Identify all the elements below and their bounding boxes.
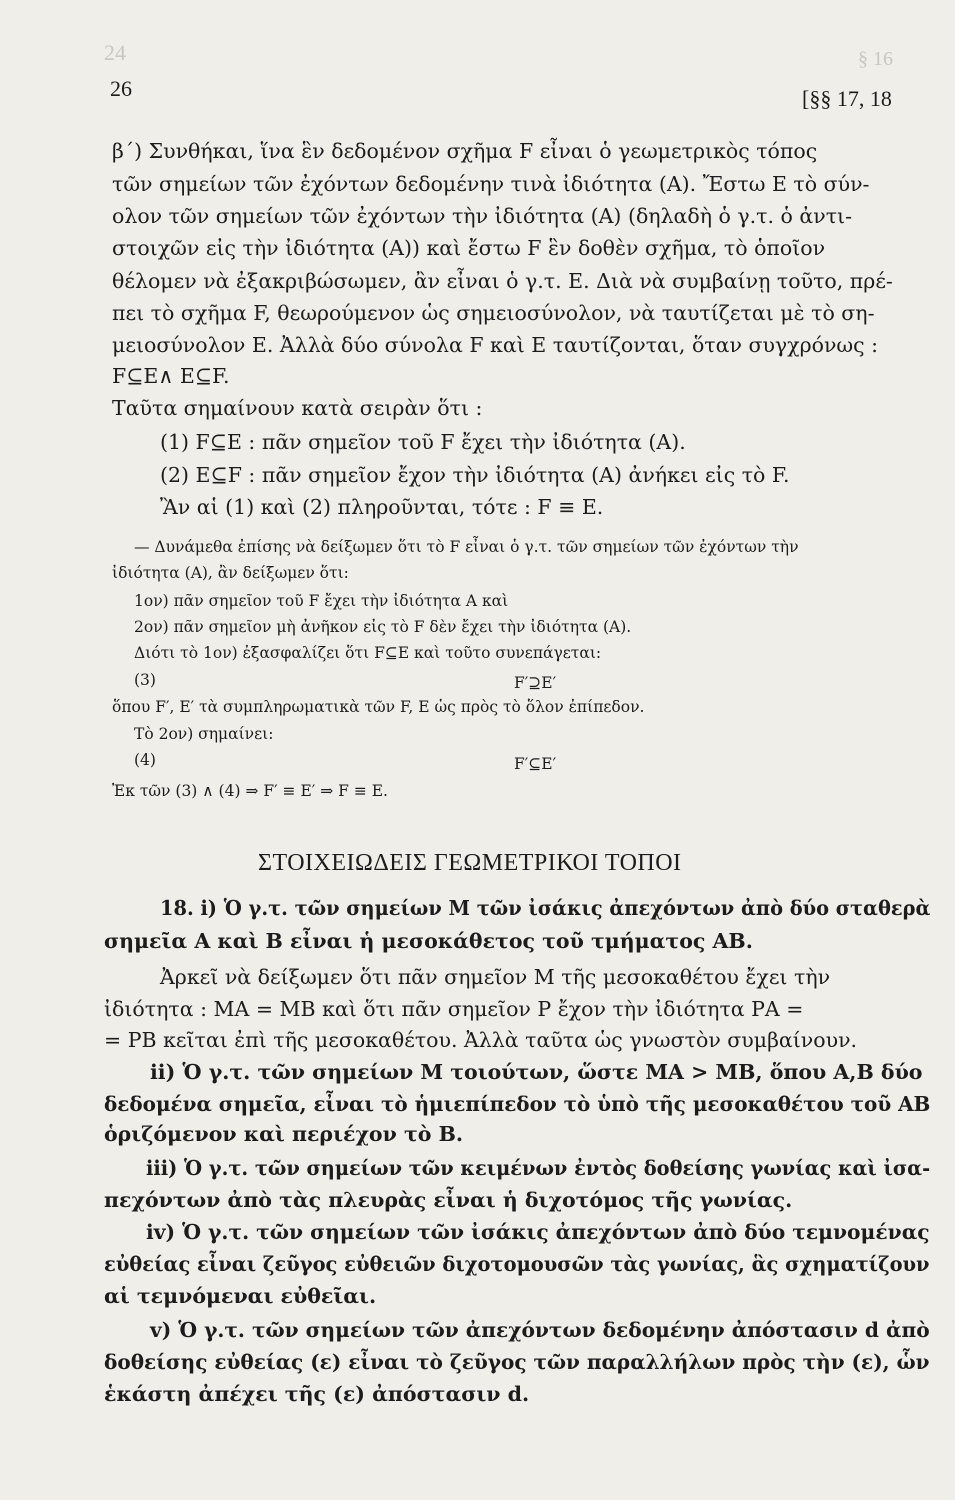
equation-3-label: (3): [134, 671, 156, 689]
s18-iv-line-2: εὐθείας εἶναι ζεῦγος εὐθειῶν διχοτομουσῶν τὰς γωνίας, ἃς σχηματίζουν: [104, 1252, 930, 1276]
s18-v-line-3: ἑκάστη ἀπέχει τῆς (ε) ἀπόστασιν d.: [104, 1382, 530, 1406]
p1-line-4: στοιχῶν εἰς τὴν ἰδιότητα (Α)) καὶ ἔστω F ἓν δοθὲν σχῆμα, τὸ ὁποῖον: [112, 236, 826, 260]
equation-4-label: (4): [134, 751, 156, 769]
s18-ii-line-3: ὁριζόμενον καὶ περιέχον τὸ Β.: [104, 1122, 464, 1146]
item-1: (1) F⊆E : πᾶν σημεῖον τοῦ F ἔχει τὴν ἰδιότητα (Α).: [160, 430, 686, 454]
section-reference: [§§ 17, 18: [802, 86, 892, 111]
remark-line-7: Τὸ 2ον) σημαίνει:: [134, 725, 274, 743]
p1-line-3: ολον τῶν σημείων τῶν ἐχόντων τὴν ἰδιότητα (Α) (δηλαδὴ ὁ γ.τ. ὁ ἀντι-: [112, 204, 853, 228]
p1-line-8: F⊆E∧ E⊆F.: [112, 364, 230, 388]
s18-v-line-1: v) Ὁ γ.τ. τῶν σημείων τῶν ἀπεχόντων δεδομένην ἀπόστασιν d ἀπὸ: [150, 1318, 930, 1342]
s18-i-line-2: σημεῖα Α καὶ Β εἶναι ἡ μεσοκάθετος τοῦ τμήματος ΑΒ.: [104, 929, 753, 953]
p1-line-1: β΄) Συνθήκαι, ἵνα ἓν δεδομένον σχῆμα F εἶναι ὁ γεωμετρικὸς τόπος: [112, 139, 818, 163]
bleed-through-page-number: 24: [104, 40, 126, 65]
equation-4: F′⊆E′: [514, 755, 557, 773]
remark-line-4: 2ον) πᾶν σημεῖον μὴ ἀνῆκον εἰς τὸ F δὲν ἔχει τὴν ἰδιότητα (Α).: [134, 618, 632, 636]
s18-i-line-1: 18. i) Ὁ γ.τ. τῶν σημείων Μ τῶν ἰσάκις ἀπεχόντων ἀπὸ δύο σταθερὰ: [160, 896, 931, 920]
remark-line-8: Ἐκ τῶν (3) ∧ (4) ⇒ F′ ≡ E′ ⇒ F ≡ E.: [112, 782, 388, 800]
remark-line-1: — Δυνάμεθα ἐπίσης νὰ δείξωμεν ὅτι τὸ F εἶναι ὁ γ.τ. τῶν σημείων τῶν ἐχόντων τὴν: [134, 538, 799, 556]
s18-ii-line-1: ii) Ὁ γ.τ. τῶν σημείων Μ τοιούτων, ὥστε ΜΑ > ΜΒ, ὅπου Α,Β δύο: [150, 1060, 923, 1084]
p1-line-2: τῶν σημείων τῶν ἐχόντων δεδομένην τινὰ ἰδιότητα (Α). Ἔστω Ε τὸ σύν-: [112, 172, 870, 196]
section-title: ΣΤΟΙΧΕΙΩΔΕΙΣ ΓΕΩΜΕΤΡΙΚΟΙ ΤΟΠΟΙ: [258, 850, 682, 876]
s18-v-line-2: δοθείσης εὐθείας (ε) εἶναι τὸ ζεῦγος τῶν παραλλήλων πρὸς τὴν (ε), ὧν: [104, 1350, 930, 1374]
item-2: (2) E⊆F : πᾶν σημεῖον ἔχον τὴν ἰδιότητα (Α) ἀνήκει εἰς τὸ F.: [160, 463, 790, 487]
s18-proof-line-3: = ΡΒ κεῖται ἐπὶ τῆς μεσοκαθέτου. Ἀλλὰ ταῦτα ὡς γνωστὸν συμβαίνουν.: [104, 1028, 858, 1052]
s18-iii-line-1: iii) Ὁ γ.τ. τῶν σημείων τῶν κειμένων ἐντὸς δοθείσης γωνίας καὶ ἰσα-: [146, 1156, 931, 1180]
p1-line-5: θέλομεν νὰ ἐξακριβώσωμεν, ἂν εἶναι ὁ γ.τ. Ε. Διὰ νὰ συμβαίνῃ τοῦτο, πρέ-: [112, 269, 893, 293]
s18-proof-line-1: Ἀρκεῖ νὰ δείξωμεν ὅτι πᾶν σημεῖον Μ τῆς μεσοκαθέτου ἔχει τὴν: [160, 965, 831, 989]
bleed-through-section-ref: § 16: [858, 48, 893, 70]
s18-ii-line-2: δεδομένα σημεῖα, εἶναι τὸ ἡμιεπίπεδον τὸ ὑπὸ τῆς μεσοκαθέτου τοῦ ΑΒ: [104, 1092, 931, 1116]
p1-line-6: πει τὸ σχῆμα F, θεωρούμενον ὡς σημειοσύνολον, νὰ ταυτίζεται μὲ τὸ ση-: [112, 301, 875, 325]
remark-line-3: 1ον) πᾶν σημεῖον τοῦ F ἔχει τὴν ἰδιότητα Α καὶ: [134, 592, 509, 610]
remark-line-5: Διότι τὸ 1ον) ἐξασφαλίζει ὅτι F⊆E καὶ τοῦτο συνεπάγεται:: [134, 644, 602, 662]
s18-iv-line-3: αἱ τεμνόμεναι εὐθεῖαι.: [104, 1284, 377, 1308]
page-number: 26: [110, 76, 132, 101]
remark-line-2: ἰδιότητα (Α), ἂν δείξωμεν ὅτι:: [112, 564, 349, 582]
s18-proof-line-2: ἰδιότητα : ΜΑ = ΜΒ καὶ ὅτι πᾶν σημεῖον Ρ ἔχον τὴν ἰδιότητα ΡΑ =: [104, 997, 804, 1021]
p1-line-7: μειοσύνολον Ε. Ἀλλὰ δύο σύνολα F καὶ Ε ταυτίζονται, ὅταν συγχρόνως :: [112, 333, 879, 357]
p2-intro: Ταῦτα σημαίνουν κατὰ σειρὰν ὅτι :: [112, 396, 483, 420]
s18-iii-line-2: πεχόντων ἀπὸ τὰς πλευρὰς εἶναι ἡ διχοτόμος τῆς γωνίας.: [104, 1188, 793, 1212]
remark-line-6: ὅπου F′, E′ τὰ συμπληρωματικὰ τῶν F, E ὡς πρὸς τὸ ὅλον ἐπίπεδον.: [112, 698, 645, 716]
s18-iv-line-1: iv) Ὁ γ.τ. τῶν σημείων τῶν ἰσάκις ἀπεχόντων ἀπὸ δύο τεμνομένας: [146, 1220, 930, 1244]
equation-3: F′⊇E′: [514, 674, 557, 692]
conclusion: Ἂν αἱ (1) καὶ (2) πληροῦνται, τότε : F ≡ E.: [160, 495, 604, 519]
